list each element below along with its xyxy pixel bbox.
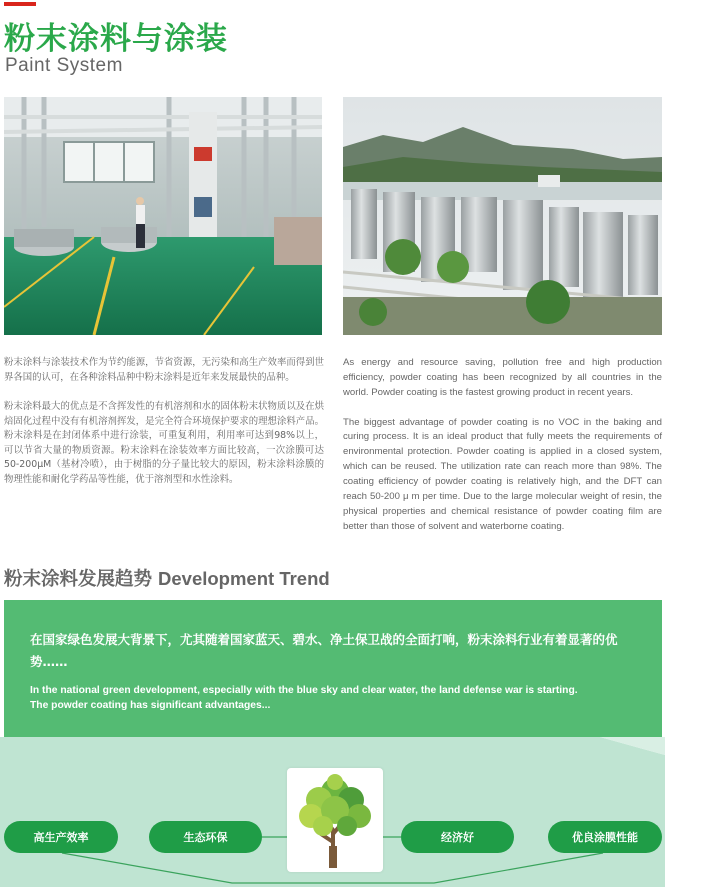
factory-interior-photo <box>4 97 322 335</box>
page-title: 粉末涂料与涂装 <box>4 21 228 57</box>
banner-text-cn: 在国家绿色发展大背景下，尤其随着国家蓝天、碧水、净土保卫战的全面打响，粉末涂料行业有着显著的优势…… <box>30 632 618 669</box>
intro-cn-paragraph-2: 粉末涂料最大的优点是不含挥发性的有机溶剂和水的固体粉末状物质以及在烘焙固化过程中没有有机溶剂挥发，是完全符合环境保护要求的理想涂料产品。粉末涂料是在封闭体系中进行涂装，可重复利用，利用率可达到98%以上，可以节省大量的物质资源。粉末涂料在涂装效率方面比较高，一次涂膜可达50-200μM（基材冷喷），由于树脂的分子量比较大的原因，粉末涂料涂膜的物理性能和耐化学药品等性能，优于溶剂型和水性涂料。 <box>4 401 324 486</box>
advantage-pill-economic: 经济好 <box>401 821 514 853</box>
intro-en-paragraph-2: The biggest advantage of powder coating is no VOC in the baking and curing process. It is an ideal product that fully meets the requirements of environmental protection. Powder coating is applied in a closed system, which can be reused. The utilization rate can reach more than 98%. The coating efficiency of powder coating is relatively high, and the DFT can reach 50-200 μ m per time. Due to the large molecular weight of resin, the physical properties and chemical resistance of powder coating film are better than those of solvent and waterborne coating. <box>343 416 662 532</box>
trend-banner <box>4 600 662 737</box>
trend-title-en: Development Trend <box>158 568 330 589</box>
tree-icon <box>287 768 383 872</box>
intro-text-cn <box>4 356 324 503</box>
banner-text-en <box>30 683 636 714</box>
banner-en-line-1: In the national green development, especially with the blue sky and clear water, the land defense war is starting. <box>30 684 578 696</box>
trend-section-title <box>4 565 330 591</box>
intro-text-en <box>343 356 662 549</box>
intro-en-paragraph-1: As energy and resource saving, pollution free and high production efficiency, powder coating has been recognized by all countries in the world. Powder coating is the fastest growing product in recent years. <box>343 357 662 398</box>
page-subtitle: Paint System <box>5 55 123 76</box>
title-accent-bar <box>4 2 36 6</box>
advantage-pill-film-performance: 优良涂膜性能 <box>548 821 662 853</box>
tank-farm-photo <box>343 97 662 335</box>
intro-cn-paragraph-1: 粉末涂料与涂装技术作为节约能源，节省资源，无污染和高生产效率而得到世界各国的认可，在各种涂料品种中粉末涂料是近年来发展最快的品种。 <box>4 357 324 383</box>
advantage-pill-eco: 生态环保 <box>149 821 262 853</box>
advantage-pill-efficiency: 高生产效率 <box>4 821 118 853</box>
trend-title-cn: 粉末涂料发展趋势 <box>4 569 153 590</box>
banner-en-line-2: The powder coating has significant advantages... <box>30 700 271 712</box>
tree-illustration-card <box>287 768 383 872</box>
